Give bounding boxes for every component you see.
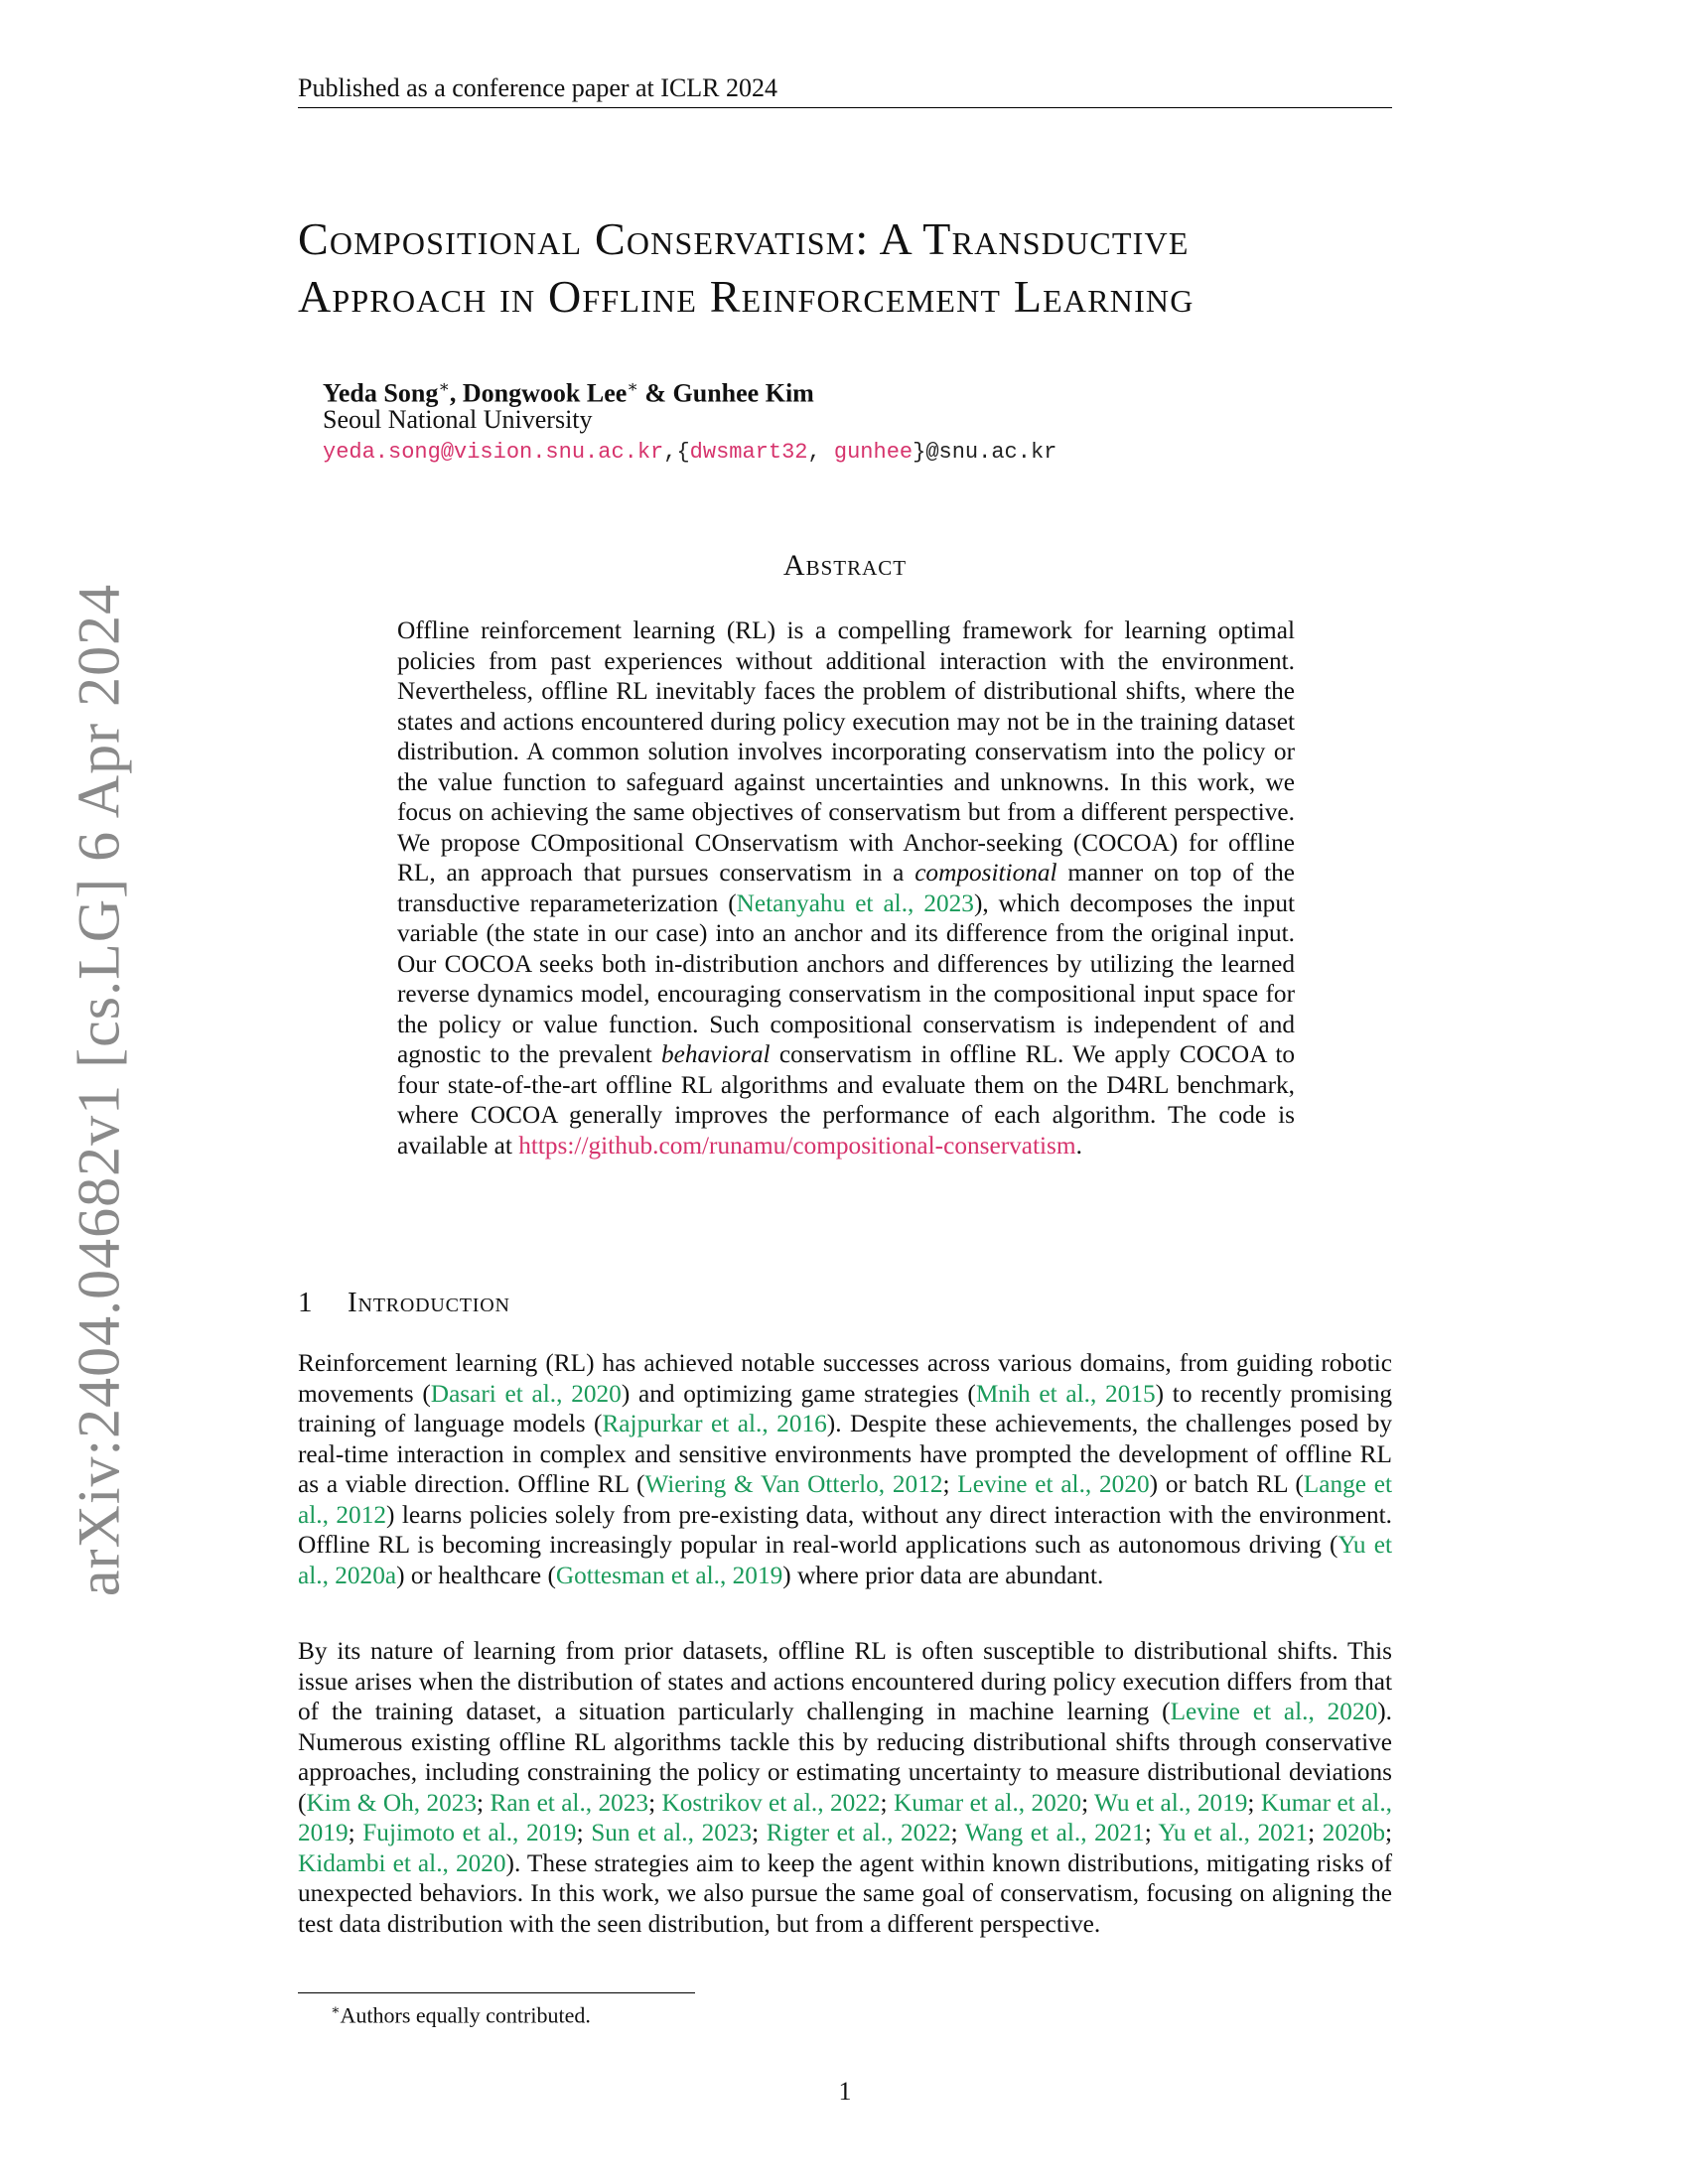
arxiv-stamp: arXiv:2404.04682v1 [cs.LG] 6 Apr 2024 <box>66 583 132 1597</box>
footnote-rule <box>298 1992 695 1993</box>
equal-contribution-mark: ∗ <box>438 377 450 396</box>
citation-link[interactable]: Levine et al., 2020 <box>957 1470 1150 1498</box>
paper-title <box>298 210 1400 326</box>
author-list: Yeda Song∗, Dongwook Lee∗ & Gunhee Kim <box>323 377 814 408</box>
author-name: Gunhee Kim <box>672 378 814 408</box>
citation-link[interactable]: Fujimoto et al., 2019 <box>362 1819 577 1846</box>
section-title: Introduction <box>348 1287 510 1318</box>
citation-link[interactable]: Yu et al., 2021 <box>1158 1819 1309 1846</box>
citation-link[interactable]: Wiering & Van Otterlo, 2012 <box>644 1470 943 1498</box>
citation-link[interactable]: Wu et al., 2019 <box>1094 1788 1248 1817</box>
citation-link[interactable]: Kumar et al., 2019 <box>298 1788 1392 1846</box>
citation-link[interactable]: Yu et al., 2020a <box>298 1531 1392 1589</box>
footnote <box>331 1997 591 2029</box>
citation-link[interactable]: Kim & Oh, 2023 <box>306 1788 478 1817</box>
title-line-1: Compositional Conservatism: A Transductive <box>298 213 1190 264</box>
citation-link[interactable]: Kidambi et al., 2020 <box>298 1848 506 1877</box>
citation-link[interactable]: Sun et al., 2023 <box>591 1819 753 1846</box>
citation-link[interactable]: Mnih et al., 2015 <box>975 1379 1156 1408</box>
section-number: 1 <box>298 1287 314 1318</box>
email-link[interactable]: yeda.song@vision.snu.ac.kr <box>323 440 664 465</box>
citation-link[interactable]: Kumar et al., 2020 <box>893 1788 1082 1817</box>
page-number: 1 <box>838 2077 852 2106</box>
intro-paragraph-2: By its nature of learning from prior datasets, offline RL is often susceptible to distributional shifts. This issue arises when the distribution of states and actions encountered during policy execution differs from that of the training dataset, a situation particularly challenging in machine learning (Levine et al., 2020). Numerous existing offline RL algorithms tackle this by reducing distributional shifts through conservative approaches, including constraining the policy or estimating uncertainty to measure distributional deviations (Kim & Oh, 2023; Ran et al., 2023; Kostrikov et al., 2022; Kumar et al., 2020; Wu et al., 2019; Kumar et al., 2019; Fujimoto et al., 2019; Sun et al., 2023; Rigter et al., 2022; Wang et al., 2021; Yu et al., 2021; 2020b; Kidambi et al., 2020). These strategies aim to keep the agent within known distributions, mitigating risks of unexpected behaviors. In this work, we also pursue the same goal of conservatism, focusing on aligning the test data distribution with the seen distribution, but from a different perspective. <box>298 1637 1393 1938</box>
citation-link[interactable]: Wang et al., 2021 <box>964 1819 1145 1846</box>
abstract-heading: Abstract <box>782 549 908 582</box>
section-heading-introduction <box>298 1286 510 1319</box>
title-line-2: Approach in Offline Reinforcement Learning <box>298 271 1195 322</box>
citation-link[interactable]: Netanyahu et al., 2023 <box>736 888 974 917</box>
email-link[interactable]: gunhee <box>833 440 914 465</box>
citation-link[interactable]: Kostrikov et al., 2022 <box>661 1788 881 1817</box>
author-name: Dongwook Lee <box>462 378 628 408</box>
email-link[interactable]: dwsmart32 <box>689 440 808 465</box>
footnote-text: Authors equally contributed. <box>340 2002 591 2028</box>
citation-link[interactable]: Ran et al., 2023 <box>490 1788 649 1817</box>
code-url-link[interactable]: https://github.com/runamu/compositional-conservatism <box>518 1131 1076 1160</box>
citation-link[interactable]: Rigter et al., 2022 <box>766 1819 951 1846</box>
citation-link[interactable]: Dasari et al., 2020 <box>430 1379 622 1408</box>
citation-link[interactable]: Gottesman et al., 2019 <box>555 1561 783 1589</box>
abstract-text: Offline reinforcement learning (RL) is a compelling framework for learning optimal policies from past experiences without additional interaction with the environment. Nevertheless, offline RL inevitably faces the problem of distributional shifts, where the states and actions encountered during policy execution may not be in the training dataset distribution. A common solution involves incorporating conservatism into the policy or the value function to safeguard against uncertainties and unknowns. In this work, we focus on achieving the same objectives of conservatism but from a different perspective. We propose COmpositional COnservatism with Anchor-seeking (COCOA) for offline RL, an approach that pursues conservatism in a compositional manner on top of the transductive reparameterization (Netanyahu et al., 2023), which decomposes the input variable (the state in our case) into an anchor and its difference from the original input. Our COCOA seeks both in-distribution anchors and differences by utilizing the learned reverse dynamics model, encouraging conservatism in the compositional input space for the policy or value function. Such compositional conservatism is independent of and agnostic to the prevalent behavioral conservatism in offline RL. We apply COCOA to four state-of-the-art offline RL algorithms and evaluate them on the D4RL benchmark, where COCOA generally improves the performance of each algorithm. The code is available at https://github.com/runamu/compositional-conservatism. <box>397 616 1296 1160</box>
footnote-mark: ∗ <box>331 2003 341 2018</box>
citation-link[interactable]: Rajpurkar et al., 2016 <box>602 1410 827 1437</box>
affiliation: Seoul National University <box>323 405 593 434</box>
intro-paragraph-1: Reinforcement learning (RL) has achieved notable successes across various domains, from guiding robotic movements (Dasari et al., 2020) and optimizing game strategies (Mnih et al., 2015) to recently promising training of language models (Rajpurkar et al., 2016). Despite these achievements, the challenges posed by real-time interaction in complex and sensitive environments have prompted the development of offline RL as a viable direction. Offline RL (Wiering & Van Otterlo, 2012; Levine et al., 2020) or batch RL (Lange et al., 2012) learns policies solely from pre-existing data, without any direct interaction with the environment. Offline RL is becoming increasingly popular in real-world applications such as autonomous driving (Yu et al., 2020a) or healthcare (Gottesman et al., 2019) where prior data are abundant. <box>298 1349 1393 1589</box>
author-name: Yeda Song <box>323 378 439 408</box>
citation-link[interactable]: 2020b <box>1322 1819 1385 1846</box>
running-header: Published as a conference paper at ICLR 2024 <box>298 71 1392 108</box>
equal-contribution-mark: ∗ <box>627 377 638 396</box>
citation-link[interactable]: Lange et al., 2012 <box>298 1470 1393 1529</box>
citation-link[interactable]: Levine et al., 2020 <box>1170 1698 1378 1725</box>
author-emails: yeda.song@vision.snu.ac.kr,{dwsmart32, gunhee}@snu.ac.kr <box>323 440 1057 465</box>
